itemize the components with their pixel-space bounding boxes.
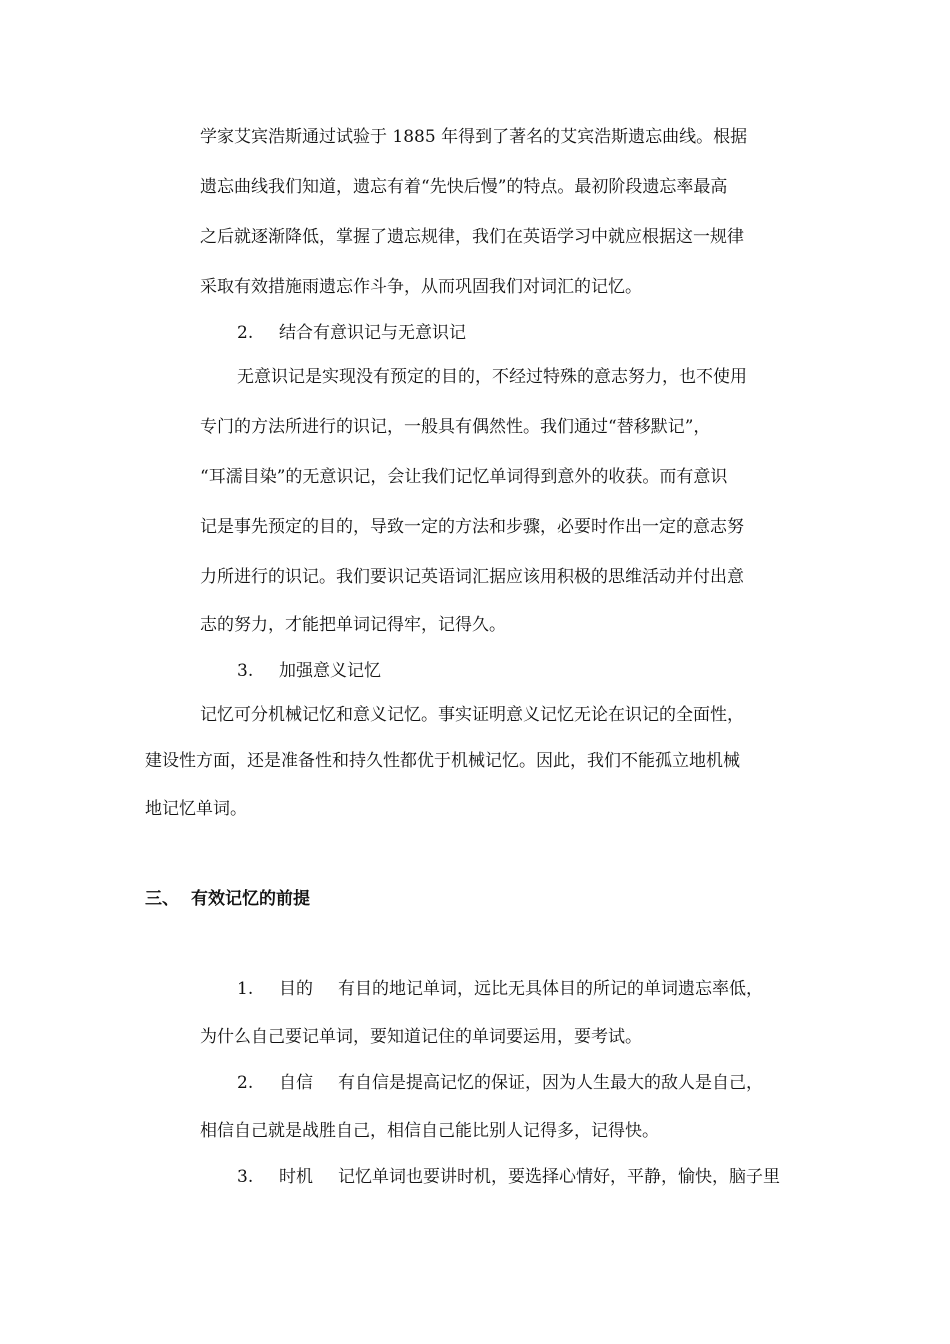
text-line: “耳濡目染”的无意识记，会让我们记忆单词得到意外的收获。而有意识 <box>200 467 728 487</box>
item-number: 3. <box>237 661 254 681</box>
premise-label: 时机 <box>279 1167 313 1187</box>
text-line: 之后就逐渐降低，掌握了遗忘规律，我们在英语学习中就应根据这一规律 <box>200 227 744 247</box>
premise-first-line <box>237 1072 763 1094</box>
premise-number: 1. <box>237 979 254 999</box>
item-title: 加强意义记忆 <box>279 661 381 681</box>
text-line: 专门的方法所进行的识记，一般具有偶然性。我们通过“替移默记”， <box>200 417 711 437</box>
text-line: 地记忆单词。 <box>145 799 247 819</box>
text-line: 学家艾宾浩斯通过试验于 1885 年得到了著名的艾宾浩斯遗忘曲线。根据 <box>200 127 748 147</box>
section-number: 三、 <box>145 889 179 909</box>
text-line: 志的努力，才能把单词记得牢，记得久。 <box>200 615 506 635</box>
text-line: 记是事先预定的目的，导致一定的方法和步骤，必要时作出一定的意志努 <box>200 517 744 537</box>
section-title: 有效记忆的前提 <box>191 889 310 909</box>
text-line: 力所进行的识记。我们要识记英语词汇据应该用积极的思维活动并付出意 <box>200 567 744 587</box>
item-title: 结合有意识记与无意识记 <box>279 323 466 343</box>
premise-number: 3. <box>237 1167 254 1187</box>
item-2-heading <box>237 322 466 344</box>
text-line: 相信自己就是战胜自己，相信自己能比别人记得多，记得快。 <box>200 1121 659 1141</box>
premise-text: 记忆单词也要讲时机，要选择心情好，平静，愉快，脑子里 <box>338 1167 780 1187</box>
premise-label: 自信 <box>279 1073 313 1093</box>
premise-text: 有自信是提高记忆的保证，因为人生最大的敌人是自己， <box>338 1073 763 1093</box>
section-heading <box>145 888 310 910</box>
text-line: 无意识记是实现没有预定的目的，不经过特殊的意志努力，也不使用 <box>237 367 747 387</box>
text-line: 建设性方面，还是准备性和持久性都优于机械记忆。因此，我们不能孤立地机械 <box>145 751 740 771</box>
item-number: 2. <box>237 323 254 343</box>
premise-number: 2. <box>237 1073 254 1093</box>
text-line: 采取有效措施雨遗忘作斗争，从而巩固我们对词汇的记忆。 <box>200 277 642 297</box>
premise-text: 有目的地记单词，远比无具体目的所记的单词遗忘率低， <box>338 979 763 999</box>
premise-first-line <box>237 978 763 1000</box>
premise-label: 目的 <box>279 979 313 999</box>
text-line: 为什么自己要记单词，要知道记住的单词要运用，要考试。 <box>200 1027 642 1047</box>
text-line: 记忆可分机械记忆和意义记忆。事实证明意义记忆无论在识记的全面性， <box>200 705 744 725</box>
premise-first-line <box>237 1166 780 1188</box>
text-line: 遗忘曲线我们知道，遗忘有着“先快后慢”的特点。最初阶段遗忘率最高 <box>200 177 728 197</box>
item-3-heading <box>237 660 381 682</box>
